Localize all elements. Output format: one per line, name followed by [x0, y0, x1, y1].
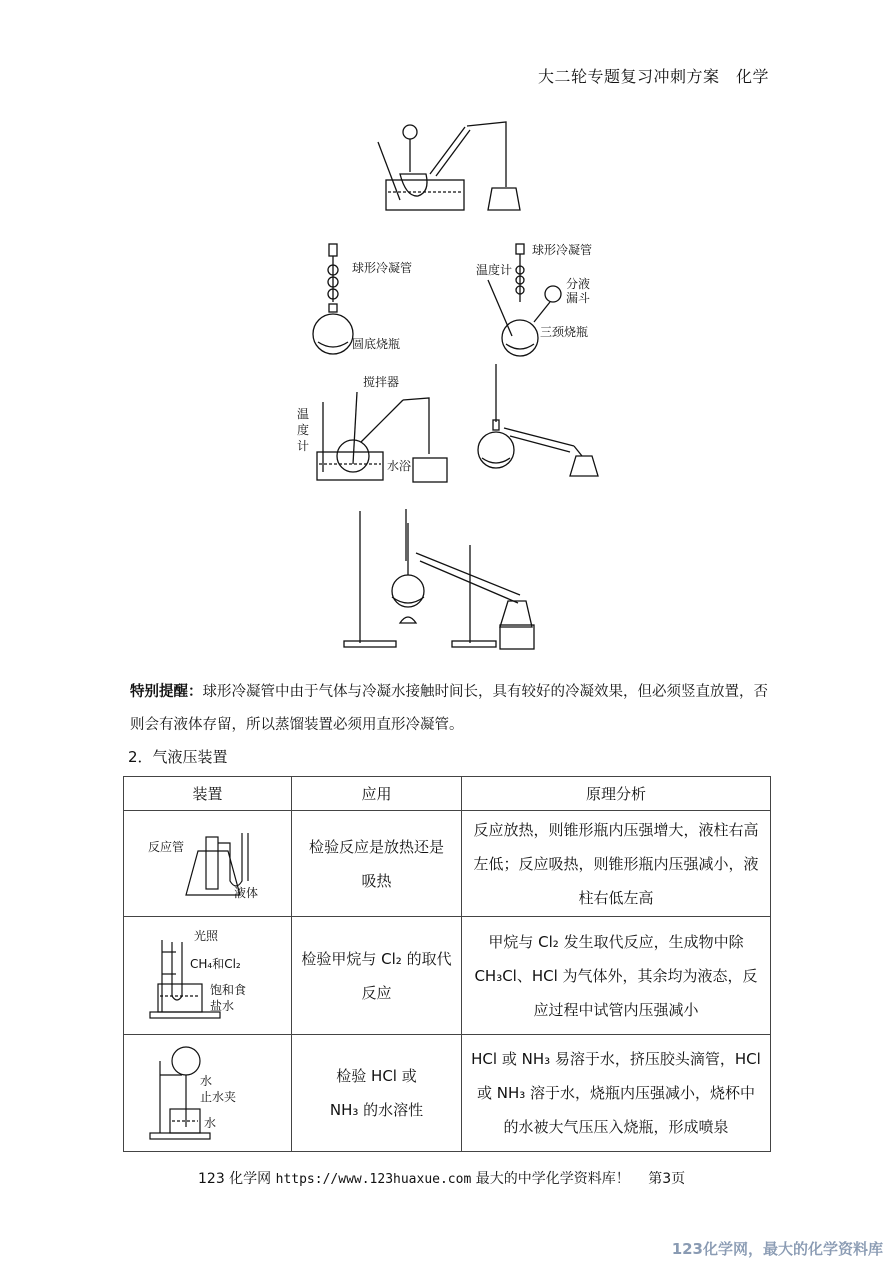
principle-cell: HCl 或 NH₃ 易溶于水，挤压胶头滴管，HCl 或 NH₃ 溶于水，烧瓶内压强减小，烧杯中 的水被大气压压入烧瓶，形成喷泉 — [462, 1035, 771, 1152]
svg-text:止水夹: 止水夹 — [199, 1090, 236, 1104]
application-cell: 检验甲烷与 Cl₂ 的取代 反应 — [292, 917, 462, 1035]
table-row — [124, 917, 771, 1035]
svg-text:CH₄和Cl₂: CH₄和Cl₂ — [189, 956, 241, 971]
application-cell: 检验 HCl 或 NH₃ 的水溶性 — [292, 1035, 462, 1152]
svg-text:盐水: 盐水 — [209, 998, 234, 1013]
col-application: 应用 — [292, 777, 462, 811]
tip-key: 特别提醒： — [130, 684, 203, 700]
svg-text:水: 水 — [203, 1116, 216, 1130]
apparatus-cell — [124, 917, 292, 1035]
tip-text: 球形冷凝管中由于气体与冷凝水接触时间长，具有较好的冷凝效果，但必须竖直放置，否则会有液体存留，所以蒸馏装置必须用直形冷凝管。 — [130, 684, 768, 733]
reaction-tube-u-tube-diagram — [148, 825, 268, 899]
footer-site: 123 化学网 — [198, 1171, 272, 1187]
label-separatory-funnel-1: 分液 — [566, 277, 591, 291]
page-number: 第3页 — [648, 1171, 686, 1187]
fountain-experiment-diagram — [148, 1041, 268, 1141]
col-apparatus: 装置 — [124, 777, 292, 811]
application-cell: 检验反应是放热还是 吸热 — [292, 811, 462, 917]
footer-url[interactable]: https://www.123huaxue.com — [275, 1172, 472, 1187]
label-water-bath: 水浴 — [387, 459, 412, 473]
footer-slogan: 最大的中学化学资料库！ — [475, 1171, 630, 1187]
label-thermometer: 温度计 — [476, 263, 513, 277]
table-row — [124, 811, 771, 917]
principle-cell: 甲烷与 Cl₂ 发生取代反应，生成物中除 CH₃Cl、HCl 为气体外，其余均为液态，反 应过程中试管内压强减小 — [462, 917, 771, 1035]
svg-text:液体: 液体 — [233, 885, 258, 899]
table-header-row — [124, 777, 771, 811]
apparatus-cell — [124, 1035, 292, 1152]
gas-liquid-pressure-table — [123, 776, 771, 1152]
svg-text:光照: 光照 — [193, 928, 218, 943]
apparatus-three-neck-flask — [470, 240, 610, 360]
label-thermometer-v2: 度 — [297, 423, 310, 437]
apparatus-distillation-stand — [340, 505, 540, 653]
page-footer — [198, 1168, 685, 1188]
table-row — [124, 1035, 771, 1152]
label-round-bottom-flask: 圆底烧瓶 — [352, 337, 401, 351]
methane-chlorine-tube-diagram — [148, 926, 268, 1022]
section-title: 2．气液压装置 — [128, 748, 228, 766]
label-three-neck-flask: 三颈烧瓶 — [540, 325, 589, 339]
label-thermometer-v1: 温 — [297, 407, 310, 421]
col-principle: 原理分析 — [462, 777, 771, 811]
apparatus-water-bath-distill — [370, 112, 530, 217]
apparatus-simple-distillation — [470, 362, 610, 484]
svg-text:饱和食: 饱和食 — [209, 982, 246, 997]
label-spherical-condenser-2: 球形冷凝管 — [532, 243, 593, 257]
watermark: 123化学网，最大的化学资料库 — [671, 1240, 883, 1258]
label-thermometer-v3: 计 — [297, 439, 310, 453]
apparatus-reflux-round-flask — [310, 242, 420, 360]
svg-text:水: 水 — [199, 1074, 212, 1088]
apparatus-stirrer-water-bath — [295, 372, 455, 487]
label-stirrer: 搅拌器 — [363, 375, 400, 389]
page-header: 大二轮专题复习冲刺方案 化学 — [538, 67, 770, 86]
label-spherical-condenser: 球形冷凝管 — [352, 261, 413, 275]
svg-text:反应管: 反应管 — [147, 839, 184, 854]
apparatus-cell — [124, 811, 292, 917]
special-tip — [130, 676, 780, 742]
principle-cell: 反应放热，则锥形瓶内压强增大，液柱右高 左低；反应吸热，则锥形瓶内压强减小，液 柱右低左高 — [462, 811, 771, 917]
label-separatory-funnel-2: 漏斗 — [566, 291, 591, 305]
